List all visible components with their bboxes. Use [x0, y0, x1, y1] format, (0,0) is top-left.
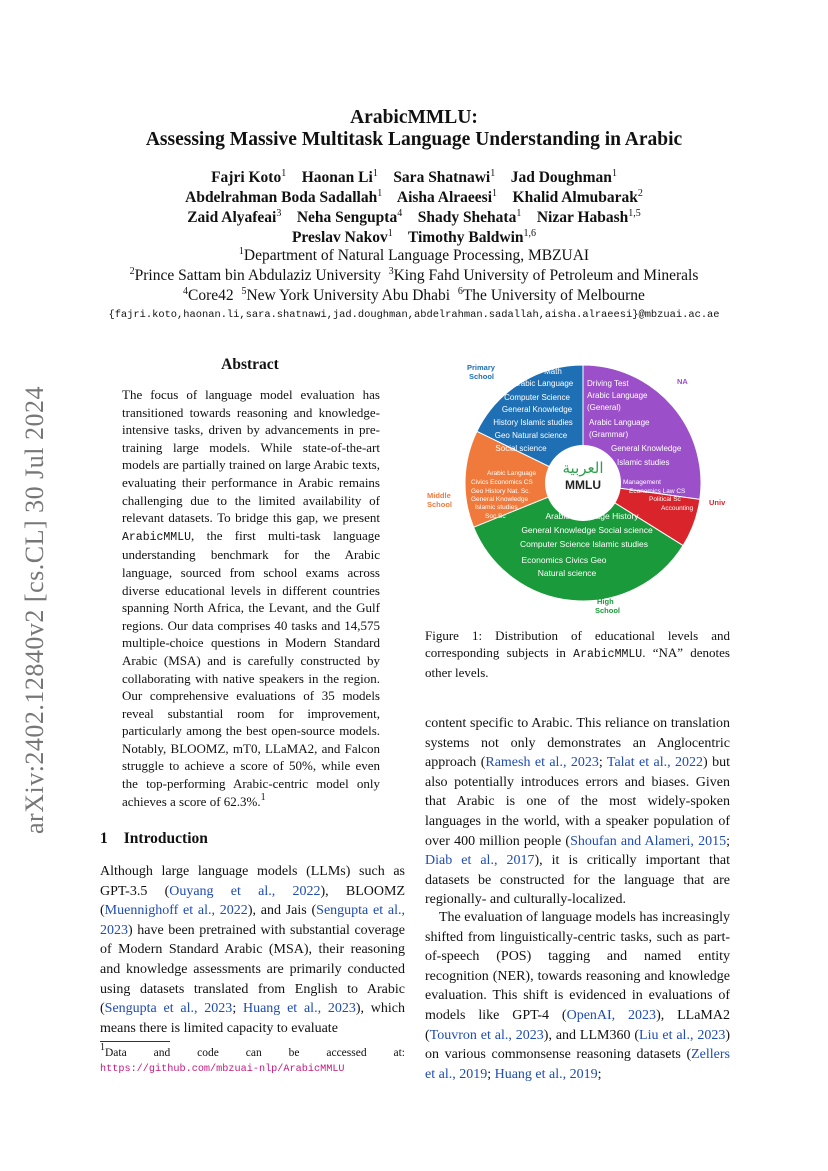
- author-name: Neha Sengupta: [296, 209, 398, 226]
- body-text: ), which means there is limited capacity to evaluate: [100, 1001, 405, 1036]
- author-emails[interactable]: {fajri.koto,haonan.li,sara.shatnawi,jad.doughman,abdelrahman.sadallah,aisha.alraeesi}@mbzuai.ac.ae: [108, 309, 720, 321]
- citation-link[interactable]: OpenAI, 2023: [566, 1007, 657, 1023]
- figure-caption: [425, 627, 730, 681]
- affiliation-number: 2: [129, 266, 135, 277]
- footnote-text: Data and code can be accessed at:: [105, 1047, 405, 1059]
- author-affiliation: 1,6: [523, 228, 537, 239]
- intro-paragraph-right-2: [425, 908, 730, 1084]
- author-name: Khalid Almubarak: [512, 189, 638, 206]
- level-label-na: NA: [677, 377, 688, 386]
- author-row-4: [60, 229, 768, 247]
- affiliation-line-1: [60, 247, 768, 265]
- body-text: ;: [232, 1001, 243, 1017]
- level-label-middle-2: School: [427, 500, 453, 509]
- mmlu-logo-text: MMLU: [565, 478, 601, 492]
- author-affiliation: 4: [397, 208, 403, 219]
- affiliation-number: 1: [238, 246, 244, 257]
- author-name: Fajri Koto: [211, 169, 282, 186]
- body-text: ), LLaMA2 (: [425, 1007, 730, 1043]
- arxiv-identifier: arXiv:2402.12840v2 [cs.CL] 30 Jul 2024: [20, 386, 49, 834]
- affiliation-text: Core42: [188, 287, 234, 304]
- body-text: ), BLOOMZ (: [100, 883, 405, 919]
- paper-title-line-2: Assessing Massive Multitask Language Understanding in Arabic: [145, 129, 683, 150]
- citation-link[interactable]: Shoufan and Alameri, 2015: [570, 833, 727, 849]
- author-affiliation: 3: [276, 208, 282, 219]
- citation-link[interactable]: Diab et al., 2017: [425, 853, 535, 869]
- footnote-marker[interactable]: 1: [260, 791, 266, 803]
- subject-label: Civics Economics CS: [471, 479, 533, 486]
- citation-link[interactable]: Ramesh et al., 2023: [485, 755, 599, 771]
- affiliation-line-2: [60, 267, 768, 285]
- author-name: Aisha Alraeesi: [396, 189, 493, 206]
- footnote-url-link[interactable]: https://github.com/mbzuai-nlp/ArabicMMLU: [100, 1064, 345, 1075]
- dataset-name: ArabicMMLU: [122, 530, 192, 544]
- affiliation-number: 3: [388, 266, 394, 277]
- body-text: ;: [726, 833, 730, 849]
- citation-link[interactable]: Sengupta et al., 2023: [104, 1001, 233, 1017]
- affiliation-text: King Fahd University of Petroleum and Minerals: [393, 267, 699, 284]
- citation-link[interactable]: Sengupta et al., 2023: [100, 903, 405, 938]
- footnote-number: 1: [100, 1042, 105, 1053]
- subject-label: Accounting: [661, 505, 694, 512]
- body-text: Although large language models (LLMs) such as GPT-3.5 (: [100, 864, 405, 899]
- subject-label: General Knowledge: [471, 496, 529, 503]
- figure-subject-distribution: [425, 355, 730, 615]
- author-name: Haonan Li: [301, 169, 373, 186]
- affiliation-text: The University of Melbourne: [462, 287, 645, 304]
- section-heading: [100, 830, 208, 848]
- subject-label: General Knowledge Social science: [521, 525, 653, 535]
- affiliation-number: 4: [183, 286, 189, 297]
- author-affiliation: 1: [281, 168, 287, 179]
- footnote-divider: [100, 1041, 170, 1042]
- citation-link[interactable]: Huang et al., 2019: [494, 1066, 598, 1082]
- author-affiliation: 1: [387, 228, 393, 239]
- subject-label: Islamic studies: [475, 504, 518, 511]
- body-text: ), and LLM360 (: [543, 1027, 640, 1043]
- subject-label: Social science: [495, 444, 547, 453]
- citation-link[interactable]: Ouyang et al., 2022: [169, 883, 321, 899]
- author-name: Nizar Habash: [536, 209, 629, 226]
- intro-paragraph-left: [100, 862, 405, 1038]
- author-affiliation: 1: [516, 208, 522, 219]
- level-label-middle-1: Middle: [427, 491, 451, 500]
- author-row-2: [60, 189, 768, 207]
- affiliation-text: New York University Abu Dhabi: [246, 287, 451, 304]
- footnote: [100, 1042, 405, 1077]
- body-text: ;: [597, 1066, 602, 1082]
- subject-label: Arabic Language: [512, 379, 574, 388]
- citation-link[interactable]: Muennighoff et al., 2022: [104, 903, 248, 919]
- level-label-univ: Univ: [709, 498, 726, 507]
- subject-label: Arabic Language: [587, 391, 648, 400]
- caption-text: Figure 1: Distribution of educational levels and corresponding subjects in: [425, 628, 730, 661]
- level-label-high-1: High: [597, 597, 614, 606]
- body-text: content specific to Arabic. This reliance on translation systems not only demonstrates an Anglocentric approach (: [425, 716, 730, 771]
- level-label-primary-1: Primary: [467, 363, 495, 372]
- caption-text: . “NA” denotes other levels.: [425, 645, 730, 680]
- subject-label: General Knowledge: [501, 405, 573, 414]
- author-affiliation: 1: [372, 168, 378, 179]
- affiliation-number: 5: [241, 286, 247, 297]
- subject-label: Driving Test: [587, 379, 629, 388]
- level-label-primary-2: School: [469, 372, 495, 381]
- citation-link[interactable]: Huang et al., 2023: [242, 1001, 356, 1017]
- subject-label: (General): [587, 403, 621, 412]
- author-name: Preslav Nakov: [291, 229, 388, 246]
- author-name: Jad Doughman: [510, 169, 612, 186]
- author-row-1: [60, 169, 768, 187]
- abstract-body: [122, 386, 380, 810]
- subject-label: Geo History Nat. Sc.: [471, 488, 531, 495]
- affiliation-text: Prince Sattam bin Abdulaziz University: [134, 267, 381, 284]
- author-name: Abdelrahman Boda Sadallah: [185, 189, 378, 206]
- body-text: ) have been pretrained with substantial coverage of Modern Standard Arabic (MSA), their reasoning and knowledge assessments are primarily conducted using datasets translated from English to Arabic (: [100, 922, 405, 1017]
- author-affiliation: 2: [637, 188, 643, 199]
- body-text: ;: [598, 755, 607, 771]
- paper-title-line-1: ArabicMMLU:: [350, 107, 478, 128]
- body-text: ;: [487, 1066, 495, 1082]
- abstract-text: The focus of language model evaluation has transitioned towards reasoning and knowledge-intensive tasks, driven by advancements in pre-training large models. While state-of-the-art models are partially trained on large Arabic texts, evaluating their performance in Arabic remains challenging due to the limited availability of relevant datasets. To bridge this gap, we present: [122, 387, 380, 526]
- body-text: The evaluation of language models has increasingly shifted from linguistically-centric tasks, such as part-of-speech (POS) tagging and named entity recognition (NER), towards reasoning and knowledge evaluation. This shift is evidenced in evaluations of models like GPT-4 (: [425, 910, 730, 1023]
- arxiv-sidebar: [10, 360, 60, 860]
- subject-label: Management: [623, 479, 661, 486]
- subject-label: Arabic Language: [589, 418, 650, 427]
- affiliation-text: Department of Natural Language Processing, MBZUAI: [243, 247, 590, 264]
- author-name: Shady Shehata: [417, 209, 517, 226]
- body-text: ) but also potentially introduces errors and biases. Given that Arabic is one of the most widely-spoken languages in the world, with a speaker population of over 400 million people (: [425, 755, 730, 849]
- citation-link[interactable]: Zellers et al., 2019: [425, 1047, 730, 1082]
- subject-label: Islamic studies: [617, 458, 670, 467]
- subject-label: General Knowledge: [611, 444, 682, 453]
- intro-paragraph-right-1: [425, 714, 730, 910]
- subject-label: Computer Science: [504, 393, 570, 402]
- author-name: Timothy Baldwin: [407, 229, 524, 246]
- abstract-heading: Abstract: [221, 356, 279, 373]
- subject-label: Arabic Language: [487, 470, 537, 477]
- author-affiliation: 1: [377, 188, 383, 199]
- subject-label: Economics Law CS: [629, 488, 686, 495]
- citation-link[interactable]: Talat et al., 2022: [606, 755, 704, 771]
- affiliation-line-3: [60, 287, 768, 305]
- author-name: Sara Shatnawi: [393, 169, 491, 186]
- abstract-text: , the first multi-task language understanding benchmark for the Arabic language, sourced from school exams across diverse educational levels in different countries spanning North Africa, the Levant, and the Gulf regions. Our data comprises 40 tasks and 14,575 multiple-choice questions in Modern Standard Arabic (MSA) and is carefully constructed by collaborating with native speakers in the region. Our comprehensive evaluations of 35 models reveal substantial room for improvement, particularly among the best open-source models. Notably, BLOOMZ, mT0, LLaMA2, and Falcon struggle to achieve a score of 50%, while even the top-performing Arabic-centric model only achieves a score of 62.3%.: [122, 527, 380, 809]
- body-text: ), and Jais (: [247, 903, 317, 919]
- subject-label: Arabic Language History: [545, 511, 639, 521]
- subject-label: Natural science: [537, 568, 597, 578]
- subject-label: (Grammar): [589, 430, 629, 439]
- citation-link[interactable]: Liu et al., 2023: [639, 1027, 726, 1043]
- level-label-high-2: School: [595, 606, 621, 615]
- subject-label: Math: [544, 367, 562, 376]
- author-row-3: [60, 209, 768, 227]
- subject-label: Soc Sc: [485, 513, 506, 520]
- subject-label: Geo Natural science: [494, 431, 568, 440]
- dataset-name: ArabicMMLU: [573, 648, 643, 662]
- author-name: Zaid Alyafeai: [187, 209, 277, 226]
- arabic-logo-text: العربية: [562, 460, 604, 477]
- section-title: Introduction: [123, 830, 208, 847]
- subject-label: History Islamic studies: [493, 418, 573, 427]
- subject-label: Political Sc: [649, 496, 681, 503]
- subject-label: Computer Science Islamic studies: [519, 539, 649, 549]
- author-affiliation: 1: [611, 168, 617, 179]
- author-affiliation: 1: [492, 188, 498, 199]
- body-text: ), it is critically important that datasets be constructed for the language that are regionally- and culturally-localized.: [425, 853, 730, 908]
- section-number: 1: [100, 830, 108, 847]
- subject-label: Economics Civics Geo: [521, 555, 607, 565]
- affiliation-number: 6: [457, 286, 463, 297]
- citation-link[interactable]: Touvron et al., 2023: [429, 1027, 544, 1043]
- author-affiliation: 1: [490, 168, 496, 179]
- body-text: ) on various commonsense reasoning datasets (: [425, 1027, 731, 1063]
- author-affiliation: 1,5: [628, 208, 641, 219]
